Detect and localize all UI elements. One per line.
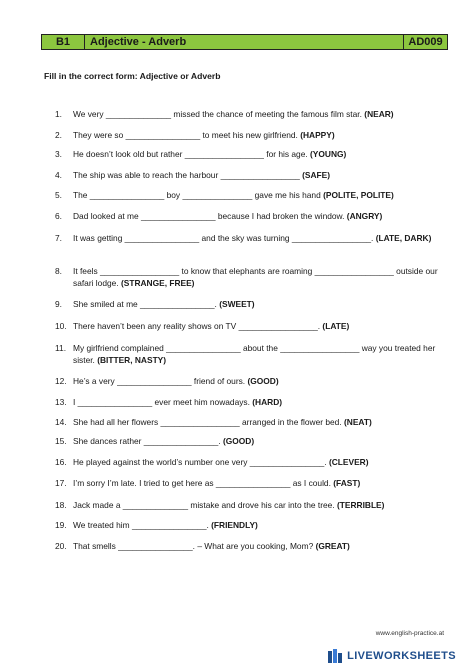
footer-url: www.english-practice.at <box>375 630 444 637</box>
exercise-item <box>55 129 450 141</box>
exercise-number: 7. <box>55 233 62 243</box>
exercise-number: 11. <box>55 343 67 353</box>
exercise-number: 18. <box>55 500 67 510</box>
exercise-item <box>55 108 450 120</box>
instruction-text: Fill in the correct form: Adjective or Adverb <box>44 71 221 81</box>
exercise-sentence: She dances rather ________________. (GOOD) <box>73 436 255 446</box>
exercise-sentence: Jack made a ______________ mistake and drove his car into the tree. (TERRIBLE) <box>73 500 385 510</box>
exercise-number: 4. <box>55 170 62 180</box>
worksheet-header <box>41 34 448 50</box>
exercise-number: 19. <box>55 520 67 530</box>
exercise-item <box>55 375 450 387</box>
exercise-number: 3. <box>55 149 62 159</box>
exercise-item <box>55 435 450 447</box>
exercise-sentence: I ________________ ever meet him nowadays. (HARD) <box>73 397 283 407</box>
exercise-number: 15. <box>55 436 67 446</box>
exercise-item <box>55 416 450 428</box>
exercise-sentence: There haven’t been any reality shows on TV _________________. (LATE) <box>73 321 350 331</box>
exercise-item <box>55 396 450 408</box>
exercise-item <box>55 456 450 468</box>
exercise-sentence: It feels _________________ to know that elephants are roaming _________________ outside our safari lodge. (STRANGE, FREE) <box>73 266 438 288</box>
exercise-item <box>55 232 450 244</box>
exercise-item <box>55 477 450 489</box>
exercise-number: 13. <box>55 397 67 407</box>
exercise-item <box>55 169 450 181</box>
liveworksheets-brand <box>328 649 456 663</box>
exercise-item <box>55 148 450 160</box>
exercise-sentence: They were so ________________ to meet his new girlfriend. (HAPPY) <box>73 130 335 140</box>
exercise-item <box>55 499 450 511</box>
worksheet-title: Adjective - Adverb <box>85 35 404 49</box>
exercise-number: 20. <box>55 541 67 551</box>
exercise-item <box>55 189 450 201</box>
level-label: B1 <box>42 35 85 49</box>
exercise-number: 17. <box>55 478 67 488</box>
exercise-number: 16. <box>55 457 67 467</box>
exercise-sentence: He played against the world’s number one very ________________. (CLEVER) <box>73 457 369 467</box>
exercise-item <box>55 320 450 332</box>
worksheet-code: AD009 <box>408 36 443 48</box>
exercise-sentence: The ship was able to reach the harbour _________________ (SAFE) <box>73 170 331 180</box>
liveworksheets-logo-icon <box>328 649 344 663</box>
exercise-sentence: She smiled at me ________________. (SWEET) <box>73 299 255 309</box>
exercise-number: 14. <box>55 417 67 427</box>
exercise-sentence: It was getting ________________ and the sky was turning _________________. (LATE, DARK) <box>73 233 432 243</box>
exercise-item <box>55 519 450 531</box>
exercise-number: 5. <box>55 190 62 200</box>
exercise-item <box>55 540 450 552</box>
exercise-number: 8. <box>55 266 62 276</box>
exercise-sentence: I’m sorry I’m late. I tried to get here as ________________ as I could. (FAST) <box>73 478 361 488</box>
exercise-number: 9. <box>55 299 62 309</box>
exercise-sentence: He’s a very ________________ friend of ours. (GOOD) <box>73 376 279 386</box>
exercise-sentence: That smells ________________. – What are you cooking, Mom? (GREAT) <box>73 541 350 551</box>
exercise-number: 1. <box>55 109 62 119</box>
exercise-number: 12. <box>55 376 67 386</box>
brand-name: LIVEWORKSHEETS <box>347 650 456 662</box>
exercise-sentence: We treated him ________________. (FRIENDLY) <box>73 520 258 530</box>
exercise-sentence: We very ______________ missed the chance of meeting the famous film star. (NEAR) <box>73 109 394 119</box>
exercise-sentence: Dad looked at me ________________ because I had broken the window. (ANGRY) <box>73 211 383 221</box>
exercise-number: 10. <box>55 321 67 331</box>
exercise-number: 2. <box>55 130 62 140</box>
exercise-sentence: He doesn’t look old but rather _________________ for his age. (YOUNG) <box>73 149 347 159</box>
exercise-sentence: She had all her flowers _________________ arranged in the flower bed. (NEAT) <box>73 417 372 427</box>
exercise-item <box>55 298 450 310</box>
exercise-sentence: The ________________ boy _______________ gave me his hand (POLITE, POLITE) <box>73 190 394 200</box>
exercise-item <box>55 265 450 289</box>
exercise-item <box>55 342 450 366</box>
exercise-sentence: My girlfriend complained ________________ about the _________________ way you treated her sister. (BITTER, NASTY) <box>73 343 436 365</box>
exercise-number: 6. <box>55 211 62 221</box>
exercise-item <box>55 210 450 222</box>
